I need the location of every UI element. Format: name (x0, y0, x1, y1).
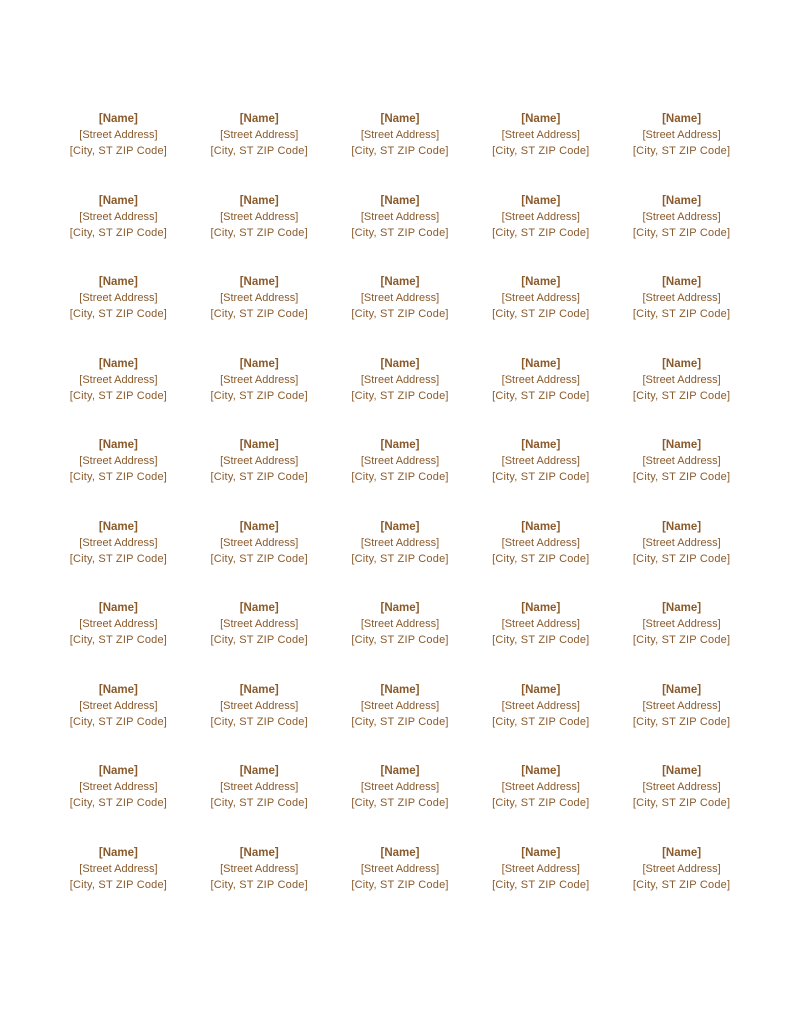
mailing-label[interactable] (611, 681, 752, 763)
label-city-state-zip: [City, ST ZIP Code] (492, 552, 590, 565)
label-name: [Name] (662, 194, 702, 207)
label-name: [Name] (380, 439, 420, 451)
label-city-state-zip: [City, ST ZIP Code] (351, 634, 449, 647)
label-name: [Name] (98, 276, 138, 288)
label-city-state-zip: [City, ST ZIP Code] (351, 145, 449, 158)
label-city-state-zip: [City, ST ZIP Code] (69, 389, 168, 402)
label-name: [Name] (239, 683, 279, 696)
label-city-state-zip: [City, ST ZIP Code] (632, 634, 731, 647)
label-street-address: [Street Address] (220, 129, 299, 142)
mailing-label[interactable] (470, 192, 611, 274)
label-name: [Name] (521, 520, 561, 533)
label-name: [Name] (98, 520, 138, 533)
label-street-address: [Street Address] (79, 373, 158, 386)
label-street-address: [Street Address] (501, 292, 580, 305)
label-city-state-zip: [City, ST ZIP Code] (632, 389, 731, 402)
mailing-label[interactable] (611, 762, 752, 844)
label-street-address: [Street Address] (501, 210, 580, 223)
label-city-state-zip: [City, ST ZIP Code] (351, 797, 449, 810)
label-name: [Name] (521, 765, 561, 777)
label-city-state-zip: [City, ST ZIP Code] (351, 715, 449, 728)
mailing-label[interactable] (48, 355, 189, 437)
mailing-label[interactable] (189, 844, 330, 926)
label-street-address: [Street Address] (220, 455, 299, 468)
label-name: [Name] (380, 683, 420, 696)
label-name: [Name] (380, 602, 420, 614)
label-street-address: [Street Address] (642, 699, 721, 712)
label-street-address: [Street Address] (642, 129, 721, 142)
mailing-label[interactable] (48, 844, 189, 926)
label-name: [Name] (662, 765, 702, 777)
label-street-address: [Street Address] (360, 455, 440, 468)
label-street-address: [Street Address] (642, 781, 721, 794)
label-street-address: [Street Address] (79, 862, 158, 875)
label-street-address: [Street Address] (220, 862, 299, 875)
mailing-label[interactable] (611, 436, 752, 518)
label-name: [Name] (521, 357, 561, 370)
label-name: [Name] (662, 276, 702, 288)
mailing-label[interactable] (611, 273, 752, 355)
label-street-address: [Street Address] (220, 781, 299, 794)
mailing-label[interactable] (330, 110, 471, 192)
label-name: [Name] (239, 520, 279, 533)
mailing-label[interactable] (330, 844, 471, 926)
label-street-address: [Street Address] (360, 210, 440, 223)
mailing-label[interactable] (330, 681, 471, 763)
label-street-address: [Street Address] (79, 129, 158, 142)
label-street-address: [Street Address] (220, 373, 299, 386)
mailing-label[interactable] (470, 355, 611, 437)
mailing-label[interactable] (189, 681, 330, 763)
label-street-address: [Street Address] (642, 210, 721, 223)
label-street-address: [Street Address] (501, 699, 580, 712)
mailing-label[interactable] (189, 436, 330, 518)
label-name: [Name] (380, 765, 420, 777)
mailing-label[interactable] (470, 110, 611, 192)
label-city-state-zip: [City, ST ZIP Code] (210, 226, 308, 239)
label-city-state-zip: [City, ST ZIP Code] (492, 226, 590, 239)
label-street-address: [Street Address] (79, 699, 158, 712)
label-name: [Name] (239, 846, 279, 859)
label-name: [Name] (239, 357, 279, 370)
label-name: [Name] (521, 439, 561, 451)
label-name: [Name] (380, 846, 420, 859)
label-city-state-zip: [City, ST ZIP Code] (492, 145, 590, 158)
label-city-state-zip: [City, ST ZIP Code] (632, 797, 731, 810)
label-city-state-zip: [City, ST ZIP Code] (632, 715, 731, 728)
label-name: [Name] (521, 683, 561, 696)
label-name: [Name] (98, 683, 138, 696)
label-city-state-zip: [City, ST ZIP Code] (632, 308, 731, 321)
label-city-state-zip: [City, ST ZIP Code] (351, 878, 449, 891)
label-street-address: [Street Address] (642, 455, 721, 468)
label-name: [Name] (662, 357, 702, 370)
label-city-state-zip: [City, ST ZIP Code] (351, 308, 449, 321)
label-name: [Name] (98, 602, 138, 614)
mailing-label[interactable] (48, 436, 189, 518)
label-name: [Name] (380, 357, 420, 370)
label-name: [Name] (662, 439, 702, 451)
mailing-label[interactable] (330, 273, 471, 355)
label-street-address: [Street Address] (501, 455, 580, 468)
label-city-state-zip: [City, ST ZIP Code] (632, 552, 731, 565)
mailing-label[interactable] (470, 844, 611, 926)
label-name: [Name] (662, 846, 702, 859)
label-street-address: [Street Address] (79, 781, 158, 794)
label-street-address: [Street Address] (360, 292, 440, 305)
label-street-address: [Street Address] (642, 536, 721, 549)
label-street-address: [Street Address] (501, 618, 580, 631)
mailing-label[interactable] (48, 110, 189, 192)
label-name: [Name] (662, 520, 702, 533)
label-street-address: [Street Address] (360, 781, 440, 794)
label-street-address: [Street Address] (501, 781, 580, 794)
label-name: [Name] (380, 276, 420, 288)
label-city-state-zip: [City, ST ZIP Code] (351, 471, 449, 484)
mailing-label[interactable] (470, 436, 611, 518)
label-street-address: [Street Address] (642, 862, 721, 875)
label-city-state-zip: [City, ST ZIP Code] (351, 389, 449, 402)
label-name: [Name] (98, 194, 138, 207)
label-street-address: [Street Address] (79, 455, 158, 468)
label-name: [Name] (98, 357, 138, 370)
label-street-address: [Street Address] (220, 536, 299, 549)
label-name: [Name] (239, 765, 279, 777)
label-city-state-zip: [City, ST ZIP Code] (210, 145, 308, 158)
label-name: [Name] (662, 683, 702, 696)
label-city-state-zip: [City, ST ZIP Code] (632, 471, 731, 484)
label-name: [Name] (239, 276, 279, 288)
mailing-label[interactable] (189, 273, 330, 355)
mailing-label[interactable] (48, 681, 189, 763)
label-name: [Name] (380, 194, 420, 207)
label-city-state-zip: [City, ST ZIP Code] (69, 715, 168, 728)
mailing-label[interactable] (48, 192, 189, 274)
label-name: [Name] (239, 602, 279, 614)
mailing-label[interactable] (48, 599, 189, 681)
label-city-state-zip: [City, ST ZIP Code] (492, 308, 590, 321)
mailing-label[interactable] (611, 518, 752, 600)
label-city-state-zip: [City, ST ZIP Code] (210, 471, 308, 484)
mailing-label[interactable] (611, 355, 752, 437)
mailing-label[interactable] (470, 599, 611, 681)
label-city-state-zip: [City, ST ZIP Code] (69, 308, 168, 321)
label-street-address: [Street Address] (360, 129, 440, 142)
label-name: [Name] (380, 520, 420, 533)
label-name: [Name] (98, 439, 138, 451)
label-street-address: [Street Address] (642, 373, 721, 386)
label-name: [Name] (380, 113, 420, 125)
label-city-state-zip: [City, ST ZIP Code] (69, 634, 168, 647)
label-name: [Name] (662, 113, 702, 125)
label-street-address: [Street Address] (360, 699, 440, 712)
mailing-label[interactable] (330, 599, 471, 681)
label-city-state-zip: [City, ST ZIP Code] (210, 308, 308, 321)
label-city-state-zip: [City, ST ZIP Code] (210, 634, 308, 647)
mailing-label[interactable] (611, 844, 752, 926)
mailing-label[interactable] (189, 355, 330, 437)
label-city-state-zip: [City, ST ZIP Code] (210, 389, 308, 402)
label-street-address: [Street Address] (642, 292, 721, 305)
label-name: [Name] (521, 194, 561, 207)
label-name: [Name] (239, 194, 279, 207)
label-street-address: [Street Address] (501, 862, 580, 875)
label-street-address: [Street Address] (501, 129, 580, 142)
label-street-address: [Street Address] (220, 618, 299, 631)
label-city-state-zip: [City, ST ZIP Code] (632, 145, 731, 158)
label-street-address: [Street Address] (79, 210, 158, 223)
mailing-label[interactable] (611, 192, 752, 274)
mailing-label[interactable] (330, 355, 471, 437)
label-city-state-zip: [City, ST ZIP Code] (492, 715, 590, 728)
label-city-state-zip: [City, ST ZIP Code] (210, 797, 308, 810)
label-name: [Name] (662, 602, 702, 614)
label-name: [Name] (98, 765, 138, 777)
label-name: [Name] (98, 846, 138, 859)
label-city-state-zip: [City, ST ZIP Code] (632, 878, 731, 891)
mailing-label[interactable] (470, 273, 611, 355)
mailing-label[interactable] (48, 762, 189, 844)
label-city-state-zip: [City, ST ZIP Code] (69, 471, 168, 484)
mailing-label[interactable] (189, 110, 330, 192)
label-grid (48, 110, 752, 925)
label-name: [Name] (521, 276, 561, 288)
mailing-label[interactable] (48, 518, 189, 600)
label-city-state-zip: [City, ST ZIP Code] (492, 878, 590, 891)
label-name: [Name] (239, 439, 279, 451)
label-city-state-zip: [City, ST ZIP Code] (210, 715, 308, 728)
label-city-state-zip: [City, ST ZIP Code] (69, 797, 168, 810)
mailing-label[interactable] (470, 681, 611, 763)
label-city-state-zip: [City, ST ZIP Code] (351, 552, 449, 565)
label-street-address: [Street Address] (360, 536, 440, 549)
mailing-label[interactable] (470, 762, 611, 844)
mailing-label[interactable] (470, 518, 611, 600)
label-name: [Name] (239, 113, 279, 125)
label-street-address: [Street Address] (220, 699, 299, 712)
label-street-address: [Street Address] (220, 292, 299, 305)
mailing-label[interactable] (330, 436, 471, 518)
mailing-label[interactable] (189, 192, 330, 274)
label-city-state-zip: [City, ST ZIP Code] (69, 145, 168, 158)
label-city-state-zip: [City, ST ZIP Code] (69, 226, 168, 239)
label-street-address: [Street Address] (79, 618, 158, 631)
label-city-state-zip: [City, ST ZIP Code] (210, 552, 308, 565)
label-street-address: [Street Address] (79, 536, 158, 549)
mailing-label[interactable] (330, 518, 471, 600)
label-city-state-zip: [City, ST ZIP Code] (492, 634, 590, 647)
label-street-address: [Street Address] (642, 618, 721, 631)
label-street-address: [Street Address] (360, 373, 440, 386)
label-city-state-zip: [City, ST ZIP Code] (69, 878, 168, 891)
mailing-label[interactable] (330, 192, 471, 274)
label-name: [Name] (521, 846, 561, 859)
label-street-address: [Street Address] (501, 536, 580, 549)
label-city-state-zip: [City, ST ZIP Code] (492, 389, 590, 402)
label-city-state-zip: [City, ST ZIP Code] (351, 226, 449, 239)
label-street-address: [Street Address] (360, 862, 440, 875)
label-name: [Name] (98, 113, 138, 125)
label-city-state-zip: [City, ST ZIP Code] (492, 471, 590, 484)
mailing-label[interactable] (611, 110, 752, 192)
label-street-address: [Street Address] (79, 292, 158, 305)
label-street-address: [Street Address] (220, 210, 299, 223)
mailing-label[interactable] (48, 273, 189, 355)
mailing-label[interactable] (189, 762, 330, 844)
label-name: [Name] (521, 113, 561, 125)
label-street-address: [Street Address] (501, 373, 580, 386)
label-city-state-zip: [City, ST ZIP Code] (492, 797, 590, 810)
mailing-label[interactable] (611, 599, 752, 681)
mailing-label[interactable] (330, 762, 471, 844)
label-name: [Name] (521, 602, 561, 614)
label-city-state-zip: [City, ST ZIP Code] (210, 878, 308, 891)
label-city-state-zip: [City, ST ZIP Code] (632, 226, 731, 239)
mailing-label[interactable] (189, 599, 330, 681)
label-street-address: [Street Address] (360, 618, 440, 631)
mailing-label[interactable] (189, 518, 330, 600)
label-city-state-zip: [City, ST ZIP Code] (69, 552, 168, 565)
